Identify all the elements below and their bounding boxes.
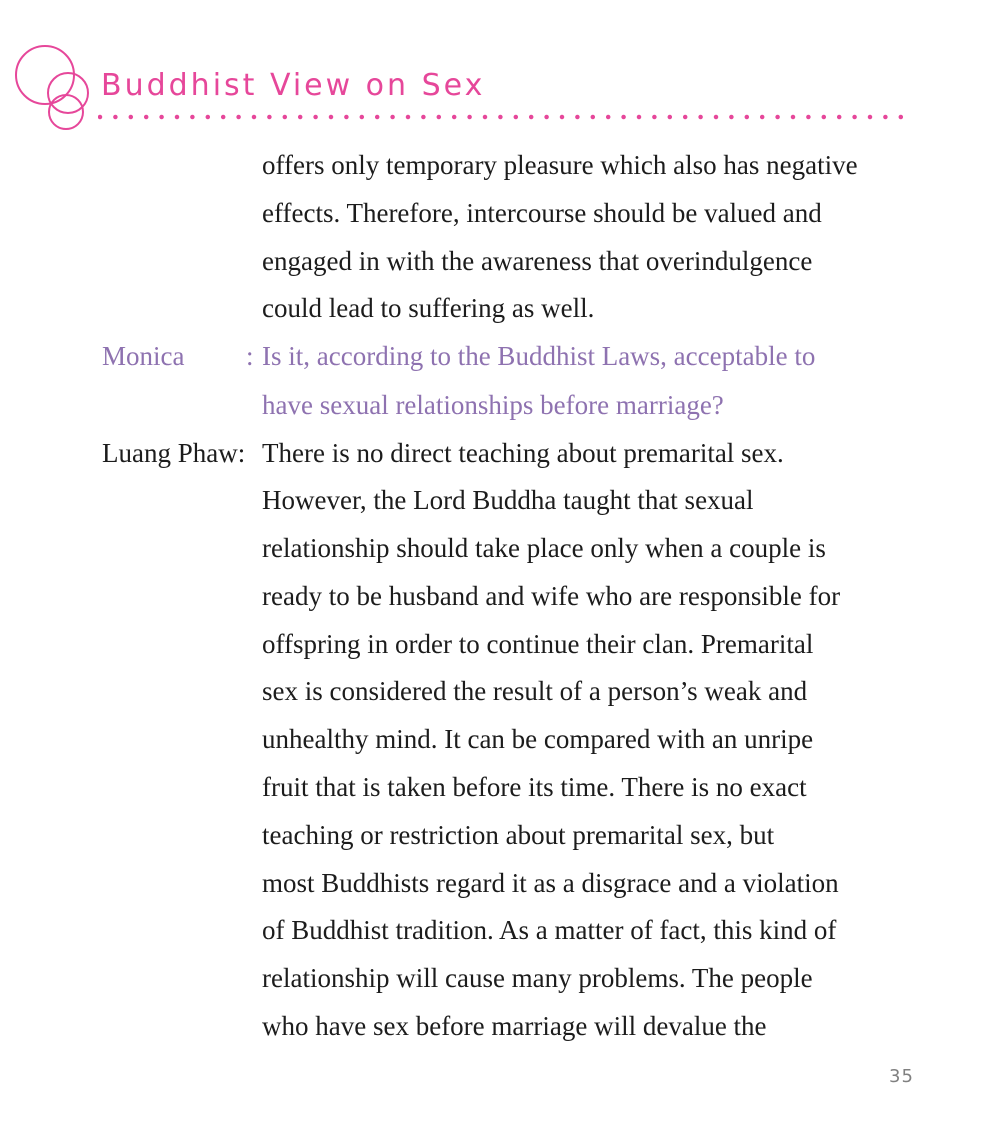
answer-line: of Buddhist tradition. As a matter of fact, this kind of (262, 915, 837, 945)
chapter-title: Buddhist View on Sex (101, 68, 486, 103)
page-number: 35 (889, 1066, 914, 1087)
answer-line: fruit that is taken before its time. There is no exact (262, 772, 807, 802)
answer-line: offspring in order to continue their clan. Premarital (262, 629, 814, 659)
answer-line: However, the Lord Buddha taught that sexual (262, 485, 754, 515)
answer-line: teaching or restriction about premarital sex, but (262, 820, 775, 850)
question-speaker: Monica (102, 341, 185, 371)
continuation-line: offers only temporary pleasure which also has negative (262, 150, 858, 180)
answer-line: relationship will cause many problems. The people (262, 963, 813, 993)
answer-line: There is no direct teaching about premarital sex. (262, 438, 784, 468)
answer-line: ready to be husband and wife who are responsible for (262, 581, 841, 611)
answer-line: who have sex before marriage will devalue the (262, 1011, 767, 1041)
question-line: Is it, according to the Buddhist Laws, acceptable to (262, 341, 816, 371)
answer-line: sex is considered the result of a person’s weak and (262, 676, 808, 706)
answer-line: most Buddhists regard it as a disgrace and a violation (262, 868, 839, 898)
answer-speaker: Luang Phaw: (102, 438, 246, 468)
continuation-line: could lead to suffering as well. (262, 293, 595, 323)
continuation-line: effects. Therefore, intercourse should be valued and (262, 198, 822, 228)
continuation-line: engaged in with the awareness that overindulgence (262, 246, 813, 276)
overlapping-circles-logo-icon (14, 42, 104, 134)
answer-line: unhealthy mind. It can be compared with an unripe (262, 724, 814, 754)
dotted-divider (98, 113, 903, 121)
question-colon: : (246, 341, 254, 371)
question-line: have sexual relationships before marriage? (262, 390, 724, 420)
answer-line: relationship should take place only when a couple is (262, 533, 826, 563)
